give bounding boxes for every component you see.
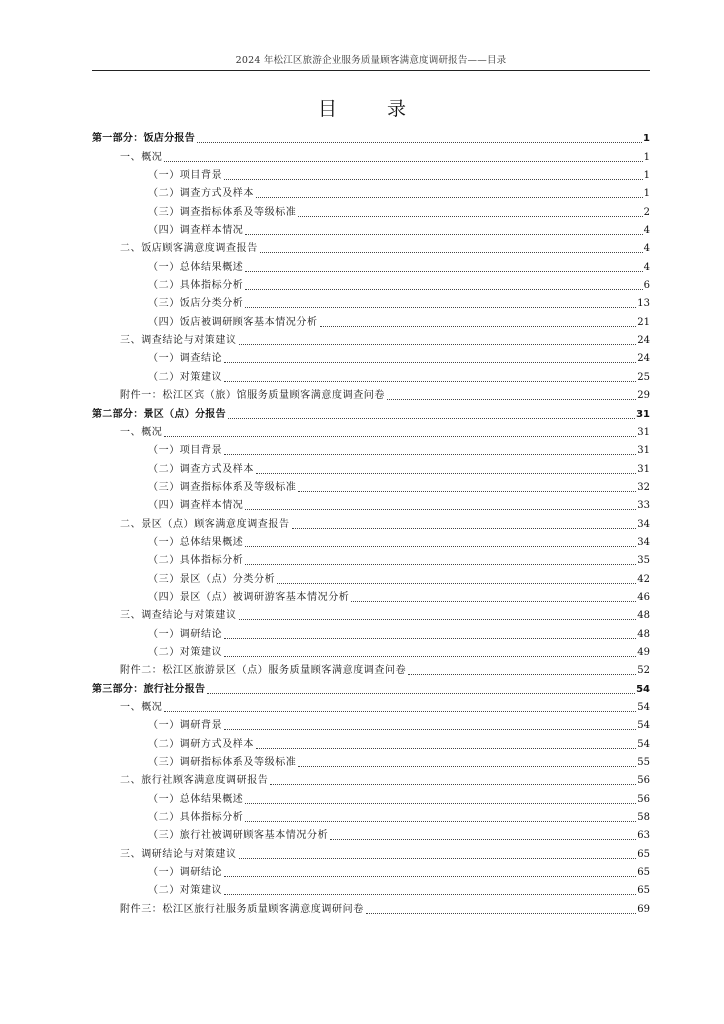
toc-entry[interactable] (92, 274, 650, 292)
toc-entry-title: （一）调研背景 (148, 720, 223, 732)
toc-page-number: 33 (637, 500, 650, 512)
toc-entry-title: 附件二：松江区旅游景区（点）服务质量顾客满意度调查问卷 (120, 665, 407, 677)
toc-entry-title: （三）旅行社被调研顾客基本情况分析 (148, 830, 329, 842)
toc-leader-dots (239, 610, 637, 620)
page-title: 目 录 (317, 98, 429, 120)
toc-entry[interactable] (92, 237, 650, 255)
table-of-contents (92, 127, 650, 916)
toc-page-number: 52 (637, 665, 650, 677)
toc-entry[interactable] (92, 842, 650, 860)
toc-page-number: 6 (643, 280, 650, 292)
toc-leader-dots (245, 500, 636, 510)
toc-leader-dots (164, 702, 636, 712)
toc-leader-dots (239, 335, 637, 345)
toc-leader-dots (197, 133, 642, 143)
toc-page-number: 34 (637, 518, 650, 530)
toc-entry[interactable] (92, 879, 650, 897)
toc-leader-dots (224, 170, 642, 180)
toc-leader-dots (245, 794, 636, 804)
toc-page-number: 48 (637, 628, 650, 640)
toc-entry[interactable] (92, 659, 650, 677)
toc-leader-dots (224, 720, 636, 730)
toc-page-number: 1 (643, 133, 650, 145)
toc-entry-title: （一）总体结果概述 (148, 261, 244, 273)
toc-entry[interactable] (92, 622, 650, 640)
toc-page-number: 24 (637, 353, 650, 365)
toc-page-number: 4 (643, 261, 650, 273)
toc-leader-dots (256, 464, 636, 474)
toc-page-number: 31 (636, 408, 650, 420)
toc-entry-title: （四）调查样本情况 (148, 225, 244, 237)
toc-leader-dots (228, 409, 635, 419)
toc-entry[interactable] (92, 567, 650, 585)
toc-page-number: 63 (637, 830, 650, 842)
toc-leader-dots (298, 207, 642, 217)
toc-entry-title: （二）对策建议 (148, 371, 223, 383)
toc-entry-title: （二）具体指标分析 (148, 280, 244, 292)
toc-leader-dots (298, 482, 636, 492)
toc-page-number: 24 (637, 335, 650, 347)
toc-leader-dots (224, 629, 636, 639)
toc-entry[interactable] (92, 494, 650, 512)
toc-leader-dots (245, 555, 636, 565)
toc-entry-title: 三、调查结论与对策建议 (120, 335, 237, 347)
toc-leader-dots (366, 904, 636, 914)
toc-entry-title: 三、调查结论与对策建议 (120, 610, 237, 622)
toc-entry-title: 二、旅行社顾客满意度调研报告 (120, 775, 269, 787)
toc-leader-dots (245, 298, 636, 308)
toc-entry[interactable] (92, 145, 650, 163)
toc-entry-title: （一）总体结果概述 (148, 536, 244, 548)
toc-leader-dots (298, 757, 636, 767)
toc-entry-title: 一、概况 (120, 426, 163, 438)
toc-page-number: 31 (637, 426, 650, 438)
toc-entry-title: 二、景区（点）顾客满意度调查报告 (120, 518, 290, 530)
toc-page-number: 42 (637, 573, 650, 585)
toc-entry-title: 第一部分：饭店分报告 (92, 133, 195, 145)
toc-entry-title: 附件一：松江区宾（旅）馆服务质量顾客满意度调查问卷 (120, 390, 385, 402)
toc-page-number: 46 (637, 591, 650, 603)
toc-page-number: 1 (643, 188, 650, 200)
toc-entry-title: （一）项目背景 (148, 445, 223, 457)
toc-entry-title: （三）调查指标体系及等级标准 (148, 206, 297, 218)
toc-leader-dots (387, 390, 636, 400)
toc-leader-dots (320, 317, 637, 327)
toc-entry[interactable] (92, 402, 650, 420)
toc-entry[interactable] (92, 604, 650, 622)
toc-leader-dots (245, 812, 636, 822)
running-header: 2024 年松江区旅游企业服务质量顾客满意度调研报告——目录 (92, 52, 650, 71)
toc-page-number: 54 (637, 720, 650, 732)
toc-entry[interactable] (92, 751, 650, 769)
toc-page-number: 25 (637, 371, 650, 383)
toc-entry-title: （一）调查结论 (148, 353, 223, 365)
toc-entry[interactable] (92, 310, 650, 328)
toc-page-number: 2 (643, 206, 650, 218)
toc-page-number: 21 (637, 316, 650, 328)
toc-page-number: 13 (637, 298, 650, 310)
toc-leader-dots (164, 427, 636, 437)
toc-page-number: 56 (637, 775, 650, 787)
toc-entry-title: （三）饭店分类分析 (148, 298, 244, 310)
toc-page-number: 31 (637, 463, 650, 475)
toc-page-number: 31 (637, 445, 650, 457)
toc-entry[interactable] (92, 531, 650, 549)
toc-entry[interactable] (92, 512, 650, 530)
toc-page-number: 29 (637, 390, 650, 402)
toc-entry-title: （三）景区（点）分类分析 (148, 573, 276, 585)
toc-entry[interactable] (92, 714, 650, 732)
toc-entry-title: 第三部分：旅行社分报告 (92, 683, 206, 695)
toc-leader-dots (245, 262, 642, 272)
toc-entry-title: （二）具体指标分析 (148, 555, 244, 567)
toc-page-number: 54 (636, 683, 650, 695)
toc-entry[interactable] (92, 897, 650, 915)
toc-entry-title: （一）调研结论 (148, 867, 223, 879)
toc-leader-dots (224, 353, 636, 363)
toc-entry-title: 二、饭店顾客满意度调查报告 (120, 243, 258, 255)
toc-entry[interactable] (92, 549, 650, 567)
toc-entry-title: （四）景区（点）被调研游客基本情况分析 (148, 591, 350, 603)
toc-entry[interactable] (92, 255, 650, 273)
toc-leader-dots (224, 445, 636, 455)
toc-leader-dots (245, 537, 636, 547)
toc-entry[interactable] (92, 127, 650, 145)
toc-entry[interactable] (92, 732, 650, 750)
toc-page-number: 48 (637, 610, 650, 622)
toc-entry[interactable] (92, 421, 650, 439)
toc-page-number: 4 (643, 243, 650, 255)
toc-page-number: 65 (637, 885, 650, 897)
toc-entry[interactable] (92, 219, 650, 237)
toc-entry-title: 第二部分：景区（点）分报告 (92, 408, 226, 420)
toc-page-number: 35 (637, 555, 650, 567)
toc-entry[interactable] (92, 457, 650, 475)
toc-entry[interactable] (92, 200, 650, 218)
toc-leader-dots (224, 647, 636, 657)
toc-entry[interactable] (92, 476, 650, 494)
toc-entry-title: （三）调查指标体系及等级标准 (148, 481, 297, 493)
toc-entry[interactable] (92, 384, 650, 402)
toc-leader-dots (260, 243, 643, 253)
toc-entry-title: 三、调研结论与对策建议 (120, 848, 237, 860)
toc-entry[interactable] (92, 586, 650, 604)
toc-leader-dots (292, 519, 637, 529)
toc-leader-dots (224, 885, 636, 895)
toc-entry-title: （一）调研结论 (148, 628, 223, 640)
toc-page-number: 1 (643, 170, 650, 182)
toc-leader-dots (224, 867, 636, 877)
toc-leader-dots (239, 849, 637, 859)
toc-entry[interactable] (92, 182, 650, 200)
toc-page-number: 34 (637, 536, 650, 548)
toc-leader-dots (245, 225, 642, 235)
toc-entry[interactable] (92, 677, 650, 695)
toc-entry[interactable] (92, 292, 650, 310)
toc-entry-title: （一）总体结果概述 (148, 793, 244, 805)
toc-entry-title: （四）饭店被调研顾客基本情况分析 (148, 316, 318, 328)
toc-entry[interactable] (92, 439, 650, 457)
toc-leader-dots (224, 372, 636, 382)
toc-entry[interactable] (92, 164, 650, 182)
toc-entry[interactable] (92, 806, 650, 824)
toc-entry-title: （三）调研指标体系及等级标准 (148, 757, 297, 769)
toc-page-number: 65 (637, 867, 650, 879)
toc-leader-dots (330, 830, 636, 840)
toc-page-number: 58 (637, 812, 650, 824)
toc-page-number: 54 (637, 702, 650, 713)
toc-leader-dots (408, 665, 636, 675)
toc-entry-title: （二）调查方式及样本 (148, 463, 254, 475)
toc-entry-title: （二）对策建议 (148, 885, 223, 897)
toc-leader-dots (256, 739, 636, 749)
toc-entry[interactable] (92, 329, 650, 347)
toc-entry-title: （二）调研方式及样本 (148, 738, 254, 750)
toc-leader-dots (164, 152, 642, 162)
toc-entry-title: （二）调查方式及样本 (148, 188, 254, 200)
toc-page-number: 65 (637, 848, 650, 860)
toc-page-number: 1 (643, 151, 650, 163)
toc-page-number: 32 (637, 481, 650, 493)
toc-entry[interactable] (92, 641, 650, 659)
toc-leader-dots (207, 684, 635, 694)
toc-page-number: 4 (643, 225, 650, 237)
toc-entry-title: 一、概况 (120, 151, 163, 163)
toc-entry[interactable] (92, 861, 650, 879)
toc-entry-title: （四）调查样本情况 (148, 500, 244, 512)
toc-leader-dots (277, 574, 636, 584)
toc-entry[interactable] (92, 347, 650, 365)
toc-page-number: 56 (637, 793, 650, 805)
toc-leader-dots (351, 592, 636, 602)
toc-leader-dots (245, 280, 642, 290)
toc-entry-title: 附件三：松江区旅行社服务质量顾客满意度调研问卷 (120, 903, 364, 915)
toc-entry[interactable] (92, 787, 650, 805)
toc-leader-dots (270, 775, 636, 785)
toc-entry-title: （二）对策建议 (148, 646, 223, 658)
toc-page-number: 49 (637, 646, 650, 658)
toc-entry[interactable] (92, 824, 650, 842)
toc-page-number: 69 (637, 903, 650, 915)
toc-entry-title: （一）项目背景 (148, 170, 223, 182)
toc-entry-title: （二）具体指标分析 (148, 812, 244, 824)
toc-page-number: 54 (637, 738, 650, 750)
toc-entry[interactable] (92, 365, 650, 383)
toc-leader-dots (256, 188, 643, 198)
toc-page-number: 55 (637, 757, 650, 769)
toc-entry[interactable] (92, 769, 650, 787)
toc-entry-title: 一、概况 (120, 702, 163, 713)
toc-entry[interactable] (92, 696, 650, 714)
